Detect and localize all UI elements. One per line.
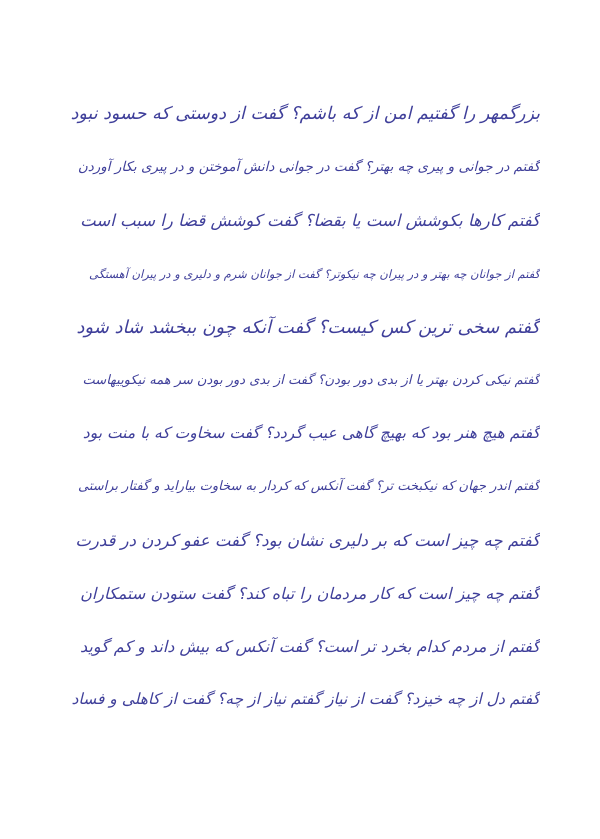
verse-line-7: گفتم هیچ هنر بود که بهیچ گاهی عیب گردد؟ گفت سخاوت که با منت بود bbox=[82, 424, 540, 443]
verse-line-4: گفتم از جوانان چه بهتر و در پیران چه نیکوتر؟ گفت از جوانان شرم و دلیری و در پیران آهستگی bbox=[88, 266, 540, 281]
verse-line-8: گفتم اندر جهان که نیکبخت تر؟ گفت آنکس که کردار به سخاوت بیاراید و گفتار براستی bbox=[78, 479, 540, 495]
verse-line-5: گفتم سخی ترین کس کیست؟ گفت آنکه چون ببخشد شاد شود bbox=[76, 316, 540, 338]
verse-line-12: گفتم دل از چه خیزد؟ گفت از نیاز گفتم نیاز از چه؟ گفت از کاهلی و فساد bbox=[71, 690, 540, 709]
verse-line-3: گفتم کارها بکوشش است یا بقضا؟ گفت کوشش قضا را سبب است bbox=[80, 211, 540, 231]
verse-line-10: گفتم چه چیز است که کار مردمان را تباه کند؟ گفت ستودن ستمکاران bbox=[80, 583, 540, 603]
verse-list bbox=[70, 88, 540, 726]
verse-line-1: بزرگمهر را گفتیم امن از که باشم؟ گفت از دوستی که حسود نبود bbox=[70, 104, 540, 124]
verse-line-6: گفتم نیکی کردن بهتر یا از بدی دور بودن؟ گفت از بدی دور بودن سر همه نیکوییهاست bbox=[82, 372, 540, 388]
verse-line-11: گفتم از مردم کدام بخرد تر است؟ گفت آنکس که بیش داند و کم گوید bbox=[79, 636, 540, 656]
verse-line-9: گفتم چه چیز است که بر دلیری نشان بود؟ گفت عفو کردن در قدرت bbox=[75, 530, 540, 550]
verse-line-2: گفتم در جوانی و پیری چه بهتر؟ گفت در جوانی دانش آموختن و در پیری بکار آوردن bbox=[77, 159, 540, 176]
